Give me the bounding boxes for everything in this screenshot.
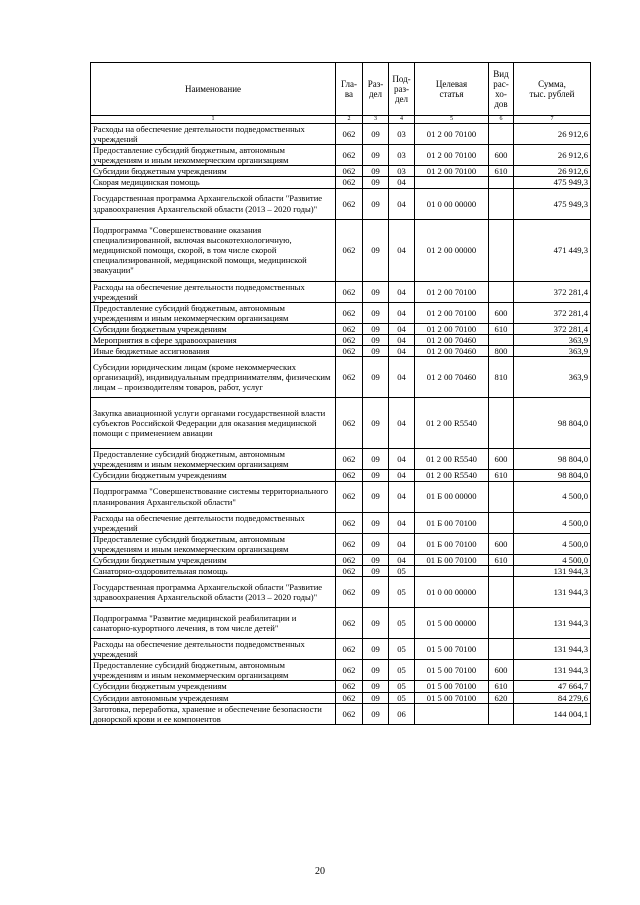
cell-name: Расходы на обеспечение деятельности подведомственных учреждений <box>91 124 336 145</box>
cell-rz: 09 <box>363 533 389 554</box>
cell-cs: 01 5 00 70100 <box>415 639 489 660</box>
cell-rz: 09 <box>363 639 389 660</box>
cell-vr <box>489 565 514 576</box>
cell-gl: 062 <box>336 692 363 703</box>
cell-sum: 26 912,6 <box>514 124 591 145</box>
cell-pr: 04 <box>389 554 415 565</box>
budget-table <box>90 62 591 725</box>
cell-sum: 98 804,0 <box>514 398 591 449</box>
cell-name: Государственная программа Архангельской области "Развитие здравоохранения Архангельской области (2013 – 2020 годы)" <box>91 188 336 219</box>
header-podrazdel <box>389 63 415 116</box>
cell-pr: 03 <box>389 124 415 145</box>
table-row <box>91 470 591 481</box>
cell-rz: 09 <box>363 512 389 533</box>
cell-sum: 363,9 <box>514 335 591 346</box>
cell-cs: 01 5 00 70100 <box>415 692 489 703</box>
cell-pr: 05 <box>389 660 415 681</box>
cell-pr: 04 <box>389 219 415 281</box>
cell-rz: 09 <box>363 660 389 681</box>
cell-cs <box>415 703 489 724</box>
cell-vr <box>489 281 514 302</box>
table-row <box>91 692 591 703</box>
cell-rz: 09 <box>363 449 389 470</box>
cell-pr: 06 <box>389 703 415 724</box>
cell-sum: 47 664,7 <box>514 681 591 692</box>
cell-cs: 01 5 00 70100 <box>415 660 489 681</box>
cell-pr: 04 <box>389 481 415 512</box>
cell-vr: 810 <box>489 357 514 398</box>
table-row <box>91 281 591 302</box>
cell-cs: 01 2 00 70100 <box>415 145 489 166</box>
cell-pr: 04 <box>389 323 415 334</box>
column-number: 5 <box>415 116 489 124</box>
header-expense-type <box>489 63 514 116</box>
column-number: 7 <box>514 116 591 124</box>
cell-gl: 062 <box>336 177 363 188</box>
table-row <box>91 512 591 533</box>
cell-cs: 01 2 00 70100 <box>415 124 489 145</box>
cell-vr <box>489 177 514 188</box>
cell-sum: 475 949,3 <box>514 177 591 188</box>
cell-vr: 600 <box>489 145 514 166</box>
cell-cs: 01 Б 00 70100 <box>415 554 489 565</box>
cell-gl: 062 <box>336 145 363 166</box>
cell-name: Субсидии автономным учреждениям <box>91 692 336 703</box>
cell-vr <box>489 577 514 608</box>
cell-gl: 062 <box>336 554 363 565</box>
cell-rz: 09 <box>363 681 389 692</box>
cell-vr <box>489 703 514 724</box>
cell-gl: 062 <box>336 323 363 334</box>
cell-vr: 610 <box>489 166 514 177</box>
column-number: 3 <box>363 116 389 124</box>
cell-vr <box>489 481 514 512</box>
cell-sum: 131 944,3 <box>514 660 591 681</box>
cell-name: Расходы на обеспечение деятельности подведомственных учреждений <box>91 639 336 660</box>
cell-vr <box>489 512 514 533</box>
table-row <box>91 188 591 219</box>
cell-name: Санаторно-оздоровительная помощь <box>91 565 336 576</box>
cell-pr: 04 <box>389 188 415 219</box>
cell-gl: 062 <box>336 335 363 346</box>
cell-cs: 01 Б 00 70100 <box>415 533 489 554</box>
cell-vr: 600 <box>489 660 514 681</box>
cell-name: Иные бюджетные ассигнования <box>91 346 336 357</box>
cell-sum: 363,9 <box>514 357 591 398</box>
cell-cs: 01 2 00 70460 <box>415 346 489 357</box>
cell-rz: 09 <box>363 188 389 219</box>
cell-pr: 04 <box>389 302 415 323</box>
cell-rz: 09 <box>363 346 389 357</box>
cell-cs: 01 2 00 70100 <box>415 166 489 177</box>
cell-sum: 131 944,3 <box>514 565 591 576</box>
cell-name: Закупка авиационной услуги органами государственной власти субъектов Российской Федерации для оказания медицинской помощи с применением авиации <box>91 398 336 449</box>
cell-sum: 4 500,0 <box>514 554 591 565</box>
cell-rz: 09 <box>363 608 389 639</box>
cell-gl: 062 <box>336 660 363 681</box>
cell-name: Субсидии бюджетным учреждениям <box>91 323 336 334</box>
cell-rz: 09 <box>363 145 389 166</box>
cell-cs: 01 2 00 70100 <box>415 323 489 334</box>
header-podrazdel-text: Под- раз- дел <box>392 74 411 104</box>
cell-gl: 062 <box>336 533 363 554</box>
cell-sum: 98 804,0 <box>514 470 591 481</box>
cell-sum: 471 449,3 <box>514 219 591 281</box>
cell-vr <box>489 188 514 219</box>
table-row <box>91 533 591 554</box>
cell-cs: 01 5 00 70100 <box>415 681 489 692</box>
cell-sum: 4 500,0 <box>514 481 591 512</box>
table-row <box>91 703 591 724</box>
cell-gl: 062 <box>336 124 363 145</box>
cell-vr <box>489 639 514 660</box>
cell-pr: 04 <box>389 533 415 554</box>
cell-sum: 98 804,0 <box>514 449 591 470</box>
cell-pr: 04 <box>389 177 415 188</box>
table-row <box>91 639 591 660</box>
cell-sum: 4 500,0 <box>514 512 591 533</box>
cell-pr: 05 <box>389 608 415 639</box>
cell-sum: 84 279,6 <box>514 692 591 703</box>
cell-rz: 09 <box>363 577 389 608</box>
header-sum-text: Сумма, тыс. рублей <box>529 79 575 99</box>
cell-rz: 09 <box>363 398 389 449</box>
header-target-article-text: Целевая статья <box>435 79 468 99</box>
header-expense-type-text: Вид рас- хо- дов <box>493 69 509 109</box>
cell-vr: 610 <box>489 554 514 565</box>
header-razdel-text: Раз- дел <box>367 79 384 99</box>
cell-pr: 05 <box>389 681 415 692</box>
cell-vr <box>489 335 514 346</box>
cell-sum: 131 944,3 <box>514 639 591 660</box>
cell-pr: 04 <box>389 470 415 481</box>
table-row <box>91 398 591 449</box>
cell-rz: 09 <box>363 302 389 323</box>
cell-cs: 01 2 00 70100 <box>415 281 489 302</box>
header-sum <box>514 63 591 116</box>
cell-rz: 09 <box>363 335 389 346</box>
cell-gl: 062 <box>336 281 363 302</box>
cell-pr: 03 <box>389 166 415 177</box>
cell-vr: 620 <box>489 692 514 703</box>
cell-cs: 01 2 00 R5540 <box>415 398 489 449</box>
cell-rz: 09 <box>363 281 389 302</box>
table-row <box>91 608 591 639</box>
table-row <box>91 166 591 177</box>
cell-cs: 01 2 00 70460 <box>415 335 489 346</box>
cell-sum: 26 912,6 <box>514 145 591 166</box>
cell-rz: 09 <box>363 219 389 281</box>
cell-name: Мероприятия в сфере здравоохранения <box>91 335 336 346</box>
cell-rz: 09 <box>363 481 389 512</box>
cell-vr: 600 <box>489 449 514 470</box>
cell-rz: 09 <box>363 166 389 177</box>
cell-cs: 01 Б 00 00000 <box>415 481 489 512</box>
cell-name: Субсидии бюджетным учреждениям <box>91 470 336 481</box>
cell-name: Скорая медицинская помощь <box>91 177 336 188</box>
cell-gl: 062 <box>336 681 363 692</box>
header-name: Наименование <box>91 63 336 116</box>
table-row <box>91 565 591 576</box>
cell-gl: 062 <box>336 512 363 533</box>
cell-vr: 800 <box>489 346 514 357</box>
table-row <box>91 124 591 145</box>
cell-gl: 062 <box>336 188 363 219</box>
cell-sum: 131 944,3 <box>514 608 591 639</box>
cell-rz: 09 <box>363 470 389 481</box>
cell-sum: 131 944,3 <box>514 577 591 608</box>
cell-rz: 09 <box>363 565 389 576</box>
cell-vr <box>489 608 514 639</box>
cell-gl: 062 <box>336 357 363 398</box>
cell-name: Предоставление субсидий бюджетным, автономным учреждениям и иным некоммерческим организациям <box>91 449 336 470</box>
column-number: 1 <box>91 116 336 124</box>
cell-sum: 4 500,0 <box>514 533 591 554</box>
cell-gl: 062 <box>336 481 363 512</box>
cell-pr: 05 <box>389 692 415 703</box>
cell-name: Субсидии бюджетным учреждениям <box>91 681 336 692</box>
table-header-row <box>91 63 591 116</box>
cell-name: Субсидии бюджетным учреждениям <box>91 166 336 177</box>
cell-name: Расходы на обеспечение деятельности подведомственных учреждений <box>91 281 336 302</box>
header-razdel <box>363 63 389 116</box>
cell-rz: 09 <box>363 692 389 703</box>
header-glava <box>336 63 363 116</box>
cell-sum: 144 004,1 <box>514 703 591 724</box>
cell-name: Предоставление субсидий бюджетным, автономным учреждениям и иным некоммерческим организациям <box>91 302 336 323</box>
table-row <box>91 660 591 681</box>
cell-gl: 062 <box>336 219 363 281</box>
table-row <box>91 577 591 608</box>
cell-gl: 062 <box>336 166 363 177</box>
table-row <box>91 302 591 323</box>
cell-pr: 04 <box>389 346 415 357</box>
cell-rz: 09 <box>363 323 389 334</box>
cell-sum: 26 912,6 <box>514 166 591 177</box>
cell-rz: 09 <box>363 177 389 188</box>
cell-pr: 03 <box>389 145 415 166</box>
cell-pr: 04 <box>389 398 415 449</box>
cell-rz: 09 <box>363 357 389 398</box>
cell-sum: 372 281,4 <box>514 323 591 334</box>
cell-pr: 04 <box>389 512 415 533</box>
cell-sum: 372 281,4 <box>514 302 591 323</box>
header-glava-text: Гла- ва <box>340 79 357 99</box>
cell-name: Подпрограмма "Совершенствование оказания специализированной, включая высокотехнологичную, медицинской помощи, скорой, в том числе скорой специализированной, медицинской помощи, медицинской эвакуации" <box>91 219 336 281</box>
cell-cs: 01 2 00 R5540 <box>415 470 489 481</box>
cell-name: Заготовка, переработка, хранение и обеспечение безопасности донорской крови и ее компонентов <box>91 703 336 724</box>
column-numbers-row <box>91 116 591 124</box>
cell-gl: 062 <box>336 639 363 660</box>
page-number: 20 <box>315 866 325 877</box>
cell-cs: 01 2 00 70100 <box>415 302 489 323</box>
cell-cs <box>415 177 489 188</box>
cell-pr: 05 <box>389 639 415 660</box>
cell-sum: 475 949,3 <box>514 188 591 219</box>
cell-vr <box>489 219 514 281</box>
header-target-article <box>415 63 489 116</box>
cell-vr: 600 <box>489 302 514 323</box>
table-row <box>91 346 591 357</box>
cell-name: Расходы на обеспечение деятельности подведомственных учреждений <box>91 512 336 533</box>
cell-gl: 062 <box>336 470 363 481</box>
cell-vr: 610 <box>489 681 514 692</box>
column-number: 6 <box>489 116 514 124</box>
cell-name: Предоставление субсидий бюджетным, автономным учреждениям и иным некоммерческим организациям <box>91 533 336 554</box>
table-row <box>91 177 591 188</box>
cell-pr: 04 <box>389 449 415 470</box>
cell-name: Подпрограмма "Совершенствование системы территориального планирования Архангельской области" <box>91 481 336 512</box>
cell-cs: 01 0 00 00000 <box>415 577 489 608</box>
cell-pr: 04 <box>389 335 415 346</box>
cell-vr <box>489 124 514 145</box>
cell-cs <box>415 565 489 576</box>
cell-pr: 04 <box>389 357 415 398</box>
cell-gl: 062 <box>336 449 363 470</box>
column-number: 4 <box>389 116 415 124</box>
table-row <box>91 323 591 334</box>
table-row <box>91 681 591 692</box>
cell-gl: 062 <box>336 577 363 608</box>
cell-sum: 372 281,4 <box>514 281 591 302</box>
cell-cs: 01 0 00 00000 <box>415 188 489 219</box>
cell-name: Предоставление субсидий бюджетным, автономным учреждениям и иным некоммерческим организациям <box>91 660 336 681</box>
cell-vr: 610 <box>489 470 514 481</box>
cell-cs: 01 2 00 R5540 <box>415 449 489 470</box>
cell-gl: 062 <box>336 346 363 357</box>
table-row <box>91 357 591 398</box>
cell-pr: 05 <box>389 565 415 576</box>
table-row <box>91 481 591 512</box>
cell-rz: 09 <box>363 124 389 145</box>
cell-name: Предоставление субсидий бюджетным, автономным учреждениям и иным некоммерческим организациям <box>91 145 336 166</box>
cell-gl: 062 <box>336 608 363 639</box>
cell-gl: 062 <box>336 398 363 449</box>
table-row <box>91 219 591 281</box>
cell-pr: 05 <box>389 577 415 608</box>
cell-vr: 610 <box>489 323 514 334</box>
cell-name: Подпрограмма "Развитие медицинской реабилитации и санаторно-курортного лечения, в том числе детей" <box>91 608 336 639</box>
cell-gl: 062 <box>336 565 363 576</box>
cell-pr: 04 <box>389 281 415 302</box>
table-row <box>91 554 591 565</box>
cell-cs: 01 2 00 00000 <box>415 219 489 281</box>
cell-name: Субсидии юридическим лицам (кроме некоммерческих организаций), индивидуальным предпринимателям, физическим лицам – производителям товаров, работ, услуг <box>91 357 336 398</box>
cell-name: Субсидии бюджетным учреждениям <box>91 554 336 565</box>
cell-cs: 01 5 00 00000 <box>415 608 489 639</box>
cell-cs: 01 2 00 70460 <box>415 357 489 398</box>
table-row <box>91 335 591 346</box>
cell-rz: 09 <box>363 703 389 724</box>
cell-sum: 363,9 <box>514 346 591 357</box>
cell-vr: 600 <box>489 533 514 554</box>
cell-gl: 062 <box>336 703 363 724</box>
cell-cs: 01 Б 00 70100 <box>415 512 489 533</box>
table-row <box>91 145 591 166</box>
column-number: 2 <box>336 116 363 124</box>
budget-table-page <box>90 62 590 725</box>
cell-rz: 09 <box>363 554 389 565</box>
cell-name: Государственная программа Архангельской области "Развитие здравоохранения Архангельской области (2013 – 2020 годы)" <box>91 577 336 608</box>
cell-vr <box>489 398 514 449</box>
cell-gl: 062 <box>336 302 363 323</box>
table-row <box>91 449 591 470</box>
